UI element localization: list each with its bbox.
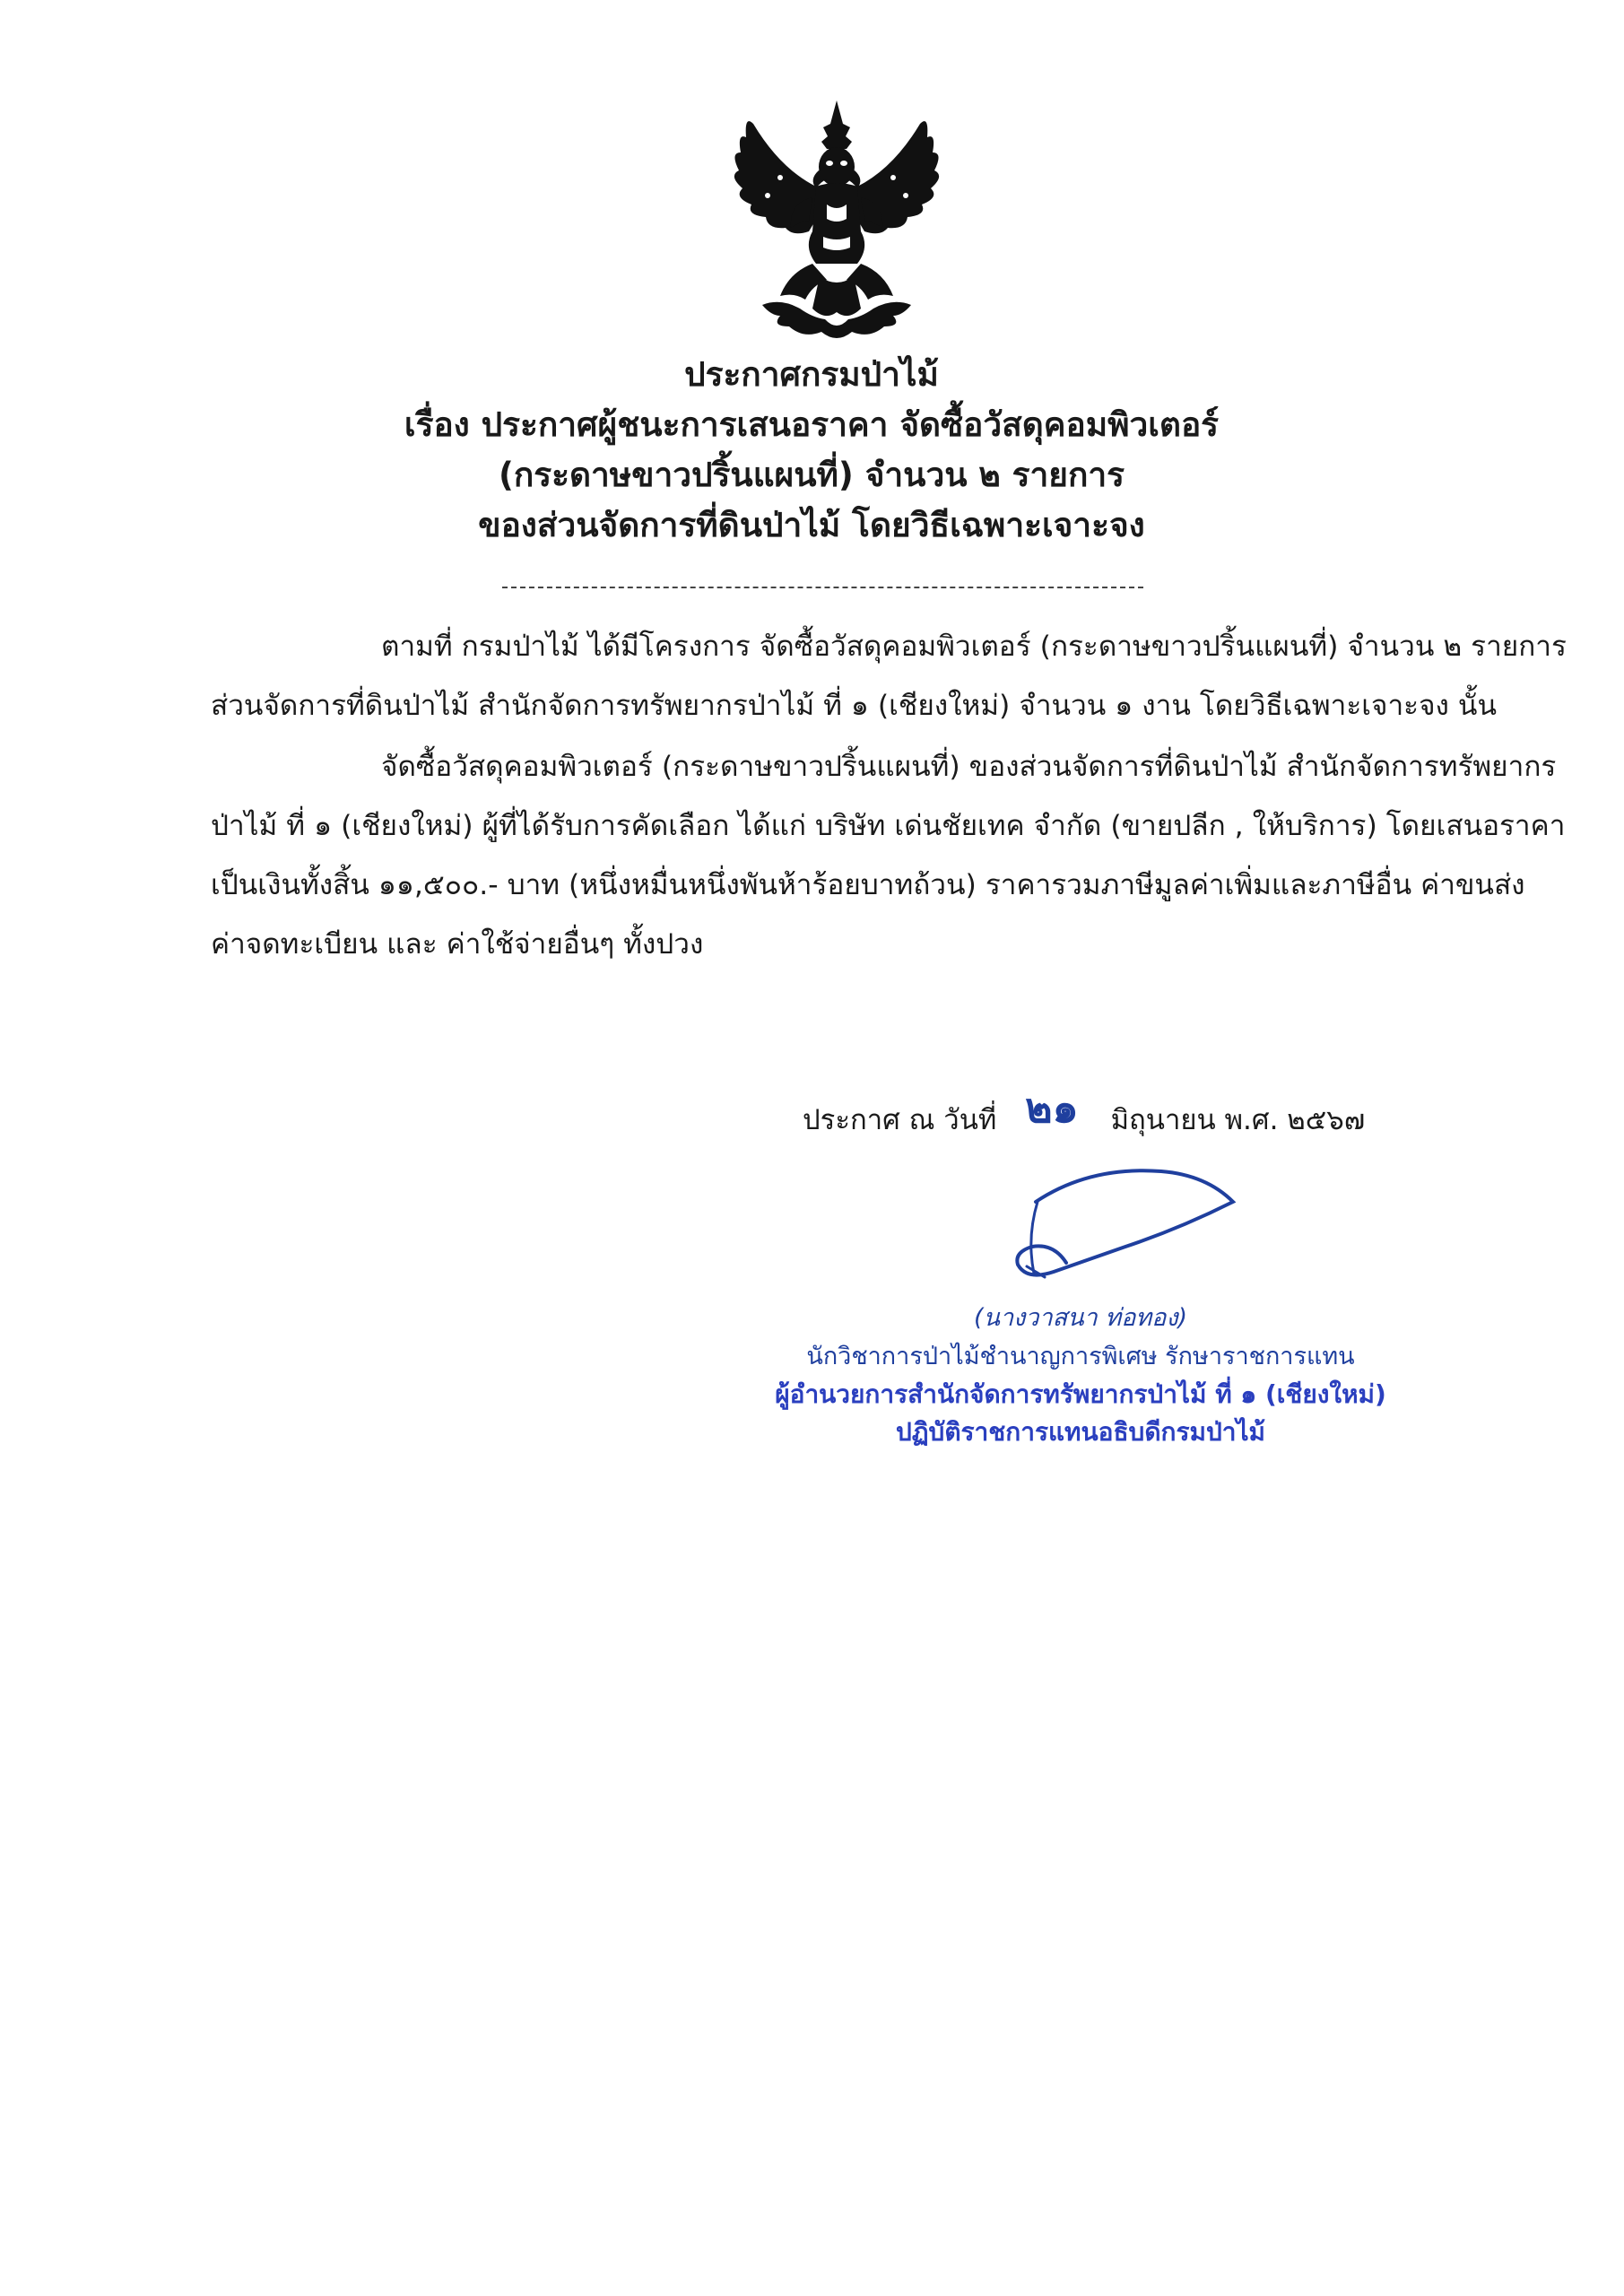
title-line: ประกาศกรมป่าไม้ bbox=[684, 355, 939, 394]
announcement-day: ๒๑ bbox=[1025, 1083, 1079, 1132]
announcement-date bbox=[803, 1083, 1366, 1143]
title-divider bbox=[502, 587, 1143, 588]
garuda-emblem-icon bbox=[726, 97, 947, 348]
signatory-stamp-line: ปฏิบัติราชการแทนอธิบดีกรมป่าไม้ bbox=[895, 1417, 1265, 1447]
paragraph-line: เป็นเงินทั้งสิ้น ๑๑,๕๐๐.- บาท (หนึ่งหมื่นหนึ่งพันห้าร้อยบาทถ้วน) ราคารวมภาษีมูลค่าเพิ่มและภาษีอื่น ค่าขนส่ง bbox=[211, 869, 1525, 901]
title-line: ของส่วนจัดการที่ดินป่าไม้ โดยวิธีเฉพาะเจาะจง bbox=[478, 506, 1145, 544]
handwritten-signature bbox=[991, 1166, 1260, 1300]
paragraph-line: ค่าจดทะเบียน และ ค่าใช้จ่ายอื่นๆ ทั้งปวง bbox=[211, 928, 704, 961]
document-title bbox=[341, 350, 1282, 551]
announcement-prefix: ประกาศ ณ วันที่ bbox=[803, 1104, 997, 1136]
signatory-position: นักวิชาการป่าไม้ชำนาญการพิเศษ รักษาราชการแทน bbox=[806, 1343, 1355, 1370]
paragraph-intro bbox=[211, 617, 1567, 735]
paragraph-line: จัดซื้อวัสดุคอมพิวเตอร์ (กระดาษขาวปริ้นแผนที่) ของส่วนจัดการที่ดินป่าไม้ สำนักจัดการทรัพยากร bbox=[381, 751, 1557, 783]
signatory-stamp-line: ผู้อำนวยการสำนักจัดการทรัพยากรป่าไม้ ที่ ๑ (เชียงใหม่) bbox=[775, 1379, 1386, 1409]
announcement-month-year: มิถุนายน พ.ศ. ๒๕๖๗ bbox=[1110, 1104, 1366, 1136]
title-line: (กระดาษขาวปริ้นแผนที่) จำนวน ๒ รายการ bbox=[498, 456, 1125, 494]
paragraph-line: ส่วนจัดการที่ดินป่าไม้ สำนักจัดการทรัพยากรป่าไม้ ที่ ๑ (เชียงใหม่) จำนวน ๑ งาน โดยวิธีเฉพาะเจาะจง นั้น bbox=[211, 690, 1497, 722]
paragraph-result bbox=[211, 737, 1566, 974]
signatory-block bbox=[767, 1299, 1394, 1451]
signatory-name: (นางวาสนา ท่อทอง) bbox=[973, 1304, 1188, 1332]
title-line: เรื่อง ประกาศผู้ชนะการเสนอราคา จัดซื้อวัสดุคอมพิวเตอร์ bbox=[404, 405, 1220, 444]
paragraph-line: ตามที่ กรมป่าไม้ ได้มีโครงการ จัดซื้อวัสดุคอมพิวเตอร์ (กระดาษขาวปริ้นแผนที่) จำนวน ๒ รายการ bbox=[381, 631, 1567, 663]
paragraph-line: ป่าไม้ ที่ ๑ (เชียงใหม่) ผู้ที่ได้รับการคัดเลือก ได้แก่ บริษัท เด่นชัยเทค จำกัด (ขายปลีก , ให้บริการ) โดยเสนอราคา bbox=[211, 810, 1566, 842]
